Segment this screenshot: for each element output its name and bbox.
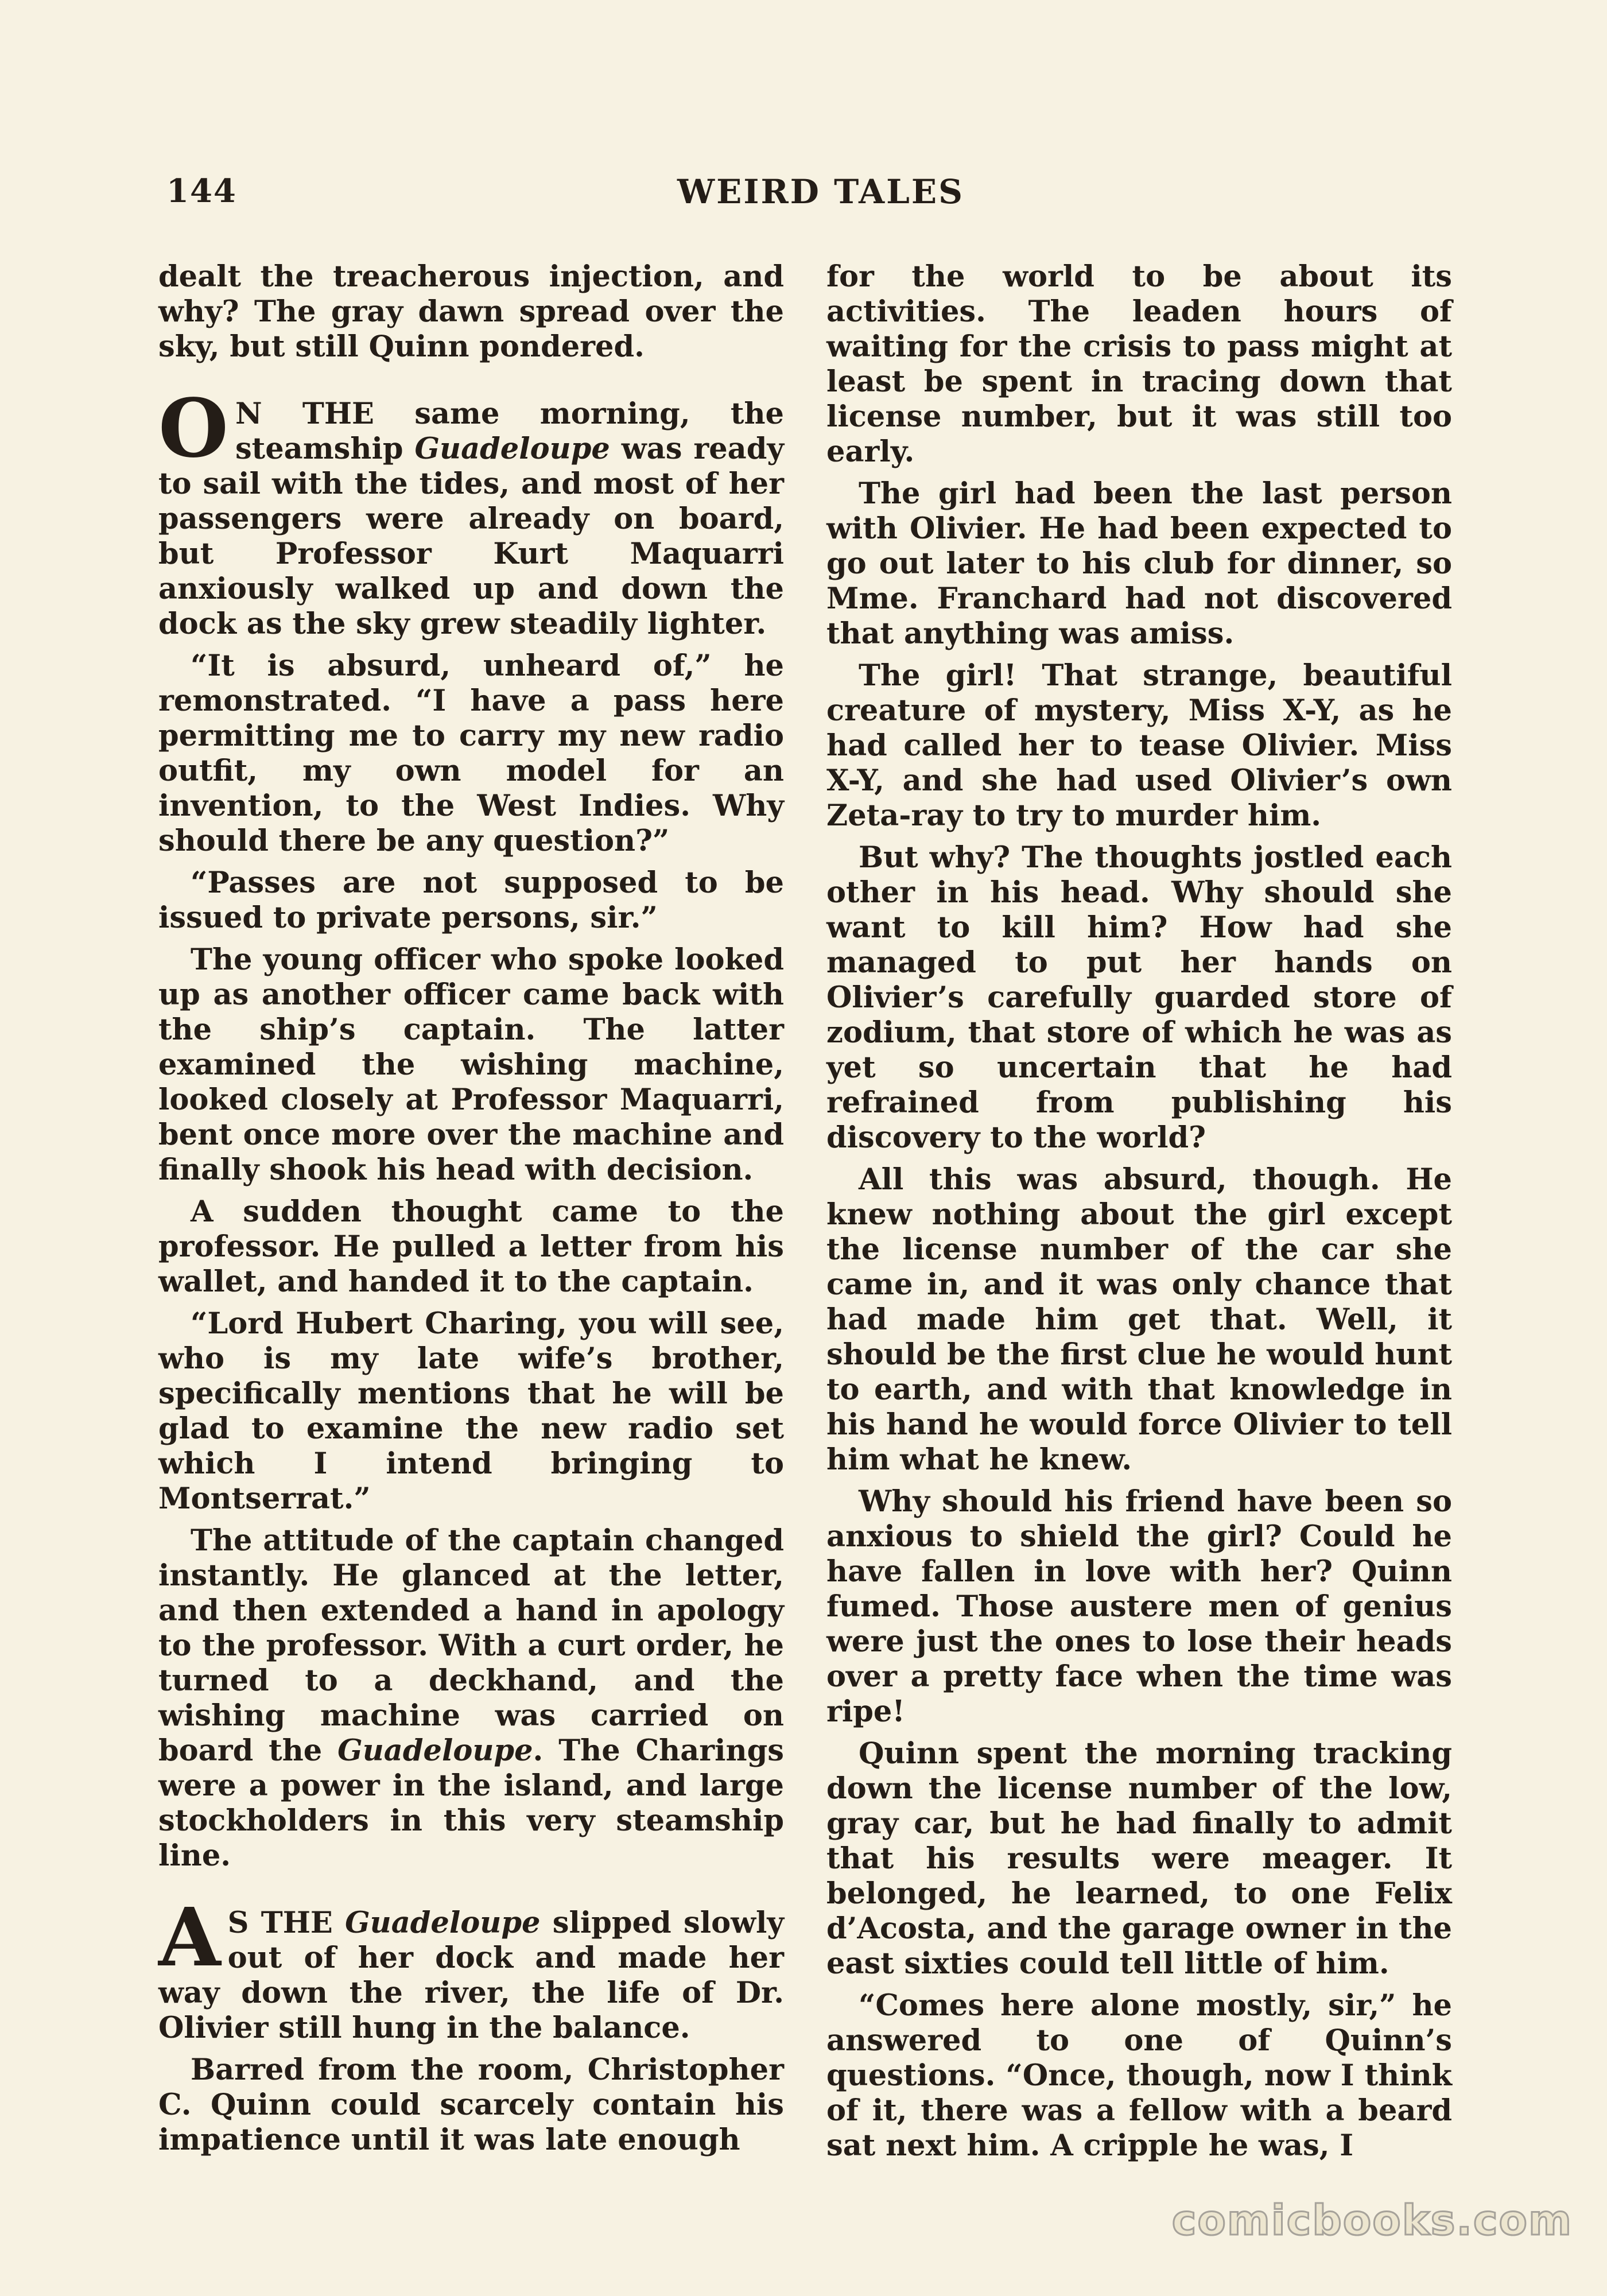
paragraph: A sudden thought came to the professor. He pulled a letter from his wallet, and handed it to the captain.: [158, 1194, 784, 1299]
site-watermark: comicbooks.com: [1171, 2196, 1573, 2244]
paragraph-text: . The Charings were a power in the island, and large stockholders in this very steamship line.: [158, 1733, 784, 1873]
page-header: [166, 172, 1475, 224]
paragraph: [158, 1523, 784, 1874]
section-paragraph: [158, 382, 785, 642]
paragraph: The young officer who spoke looked up as another officer came back with the ship’s captain. The latter examined the wishing machine, looked closely at Professor Maquarri, bent once more over the machine and finally shook his head with decision.: [158, 943, 784, 1187]
paragraph: “Comes here alone mostly, sir,” he answered to one of Quinn’s questions. “Once, though, now I think of it, there was a fellow with a beard sat next him. A cripple he was, I: [826, 1988, 1452, 2163]
paragraph: But why? The thoughts jostled each other in his head. Why should she want to kill him? How had she managed to put her hands on Olivier’s carefully guarded store of zodium, that store of which he was as yet so uncertain that he had refrained from publishing his discovery to the world?: [826, 840, 1452, 1155]
paragraph: “Lord Hubert Charing, you will see, who is my late wife’s brother, specifically mentions that he will be glad to examine the new radio set which I intend bringing to Montserrat.”: [158, 1306, 784, 1516]
ship-name: Guadeloupe: [337, 1733, 533, 1768]
ship-name: Guadeloupe: [414, 432, 610, 466]
paragraph-text: slipped slowly out of her dock and made her way down the river, the life of Dr. Olivier still hung in the balance.: [158, 1906, 784, 2045]
paragraph-text: S THE: [227, 1906, 346, 1940]
page-number: 144: [166, 172, 237, 210]
drop-cap: O: [158, 382, 228, 476]
right-column: [826, 259, 1452, 2170]
paragraph: The girl had been the last person with Olivier. He had been expected to go out later to his club for dinner, so Mme. Franchard had not discovered that anything was amiss.: [826, 476, 1452, 651]
paragraph-text: was ready to sail with the tides, and most of her passengers were already on board, but Professor Kurt Maquarri anxiously walked up and down the dock as the sky grew steadily lighter.: [158, 432, 785, 641]
paragraph: dealt the treacherous injection, and why? The gray dawn spread over the sky, but still Quinn pondered.: [158, 259, 784, 364]
paragraph: Why should his friend have been so anxious to shield the girl? Could he have fallen in love with her? Quinn fumed. Those austere men of genius were just the ones to lose their heads over a pretty face when the time was ripe!: [826, 1484, 1452, 1729]
paragraph-text: N THE same morning, the steamship: [235, 397, 784, 466]
paragraph: The girl! That strange, beautiful creature of mystery, Miss X-Y, as he had called her to tease Olivier. Miss X-Y, and she had used Olivier’s own Zeta-ray to try to murder him.: [826, 658, 1452, 833]
drop-cap: A: [158, 1891, 221, 1985]
paragraph: Barred from the room, Christopher C. Quinn could scarcely contain his impatience until it was late enough: [158, 2053, 784, 2157]
section-paragraph: [158, 1891, 784, 2046]
left-column: [158, 259, 784, 2165]
running-title: WEIRD TALES: [677, 172, 965, 211]
paragraph: “It is absurd, unheard of,” he remonstrated. “I have a pass here permitting me to carry my new radio outfit, my own model for an invention, to the West Indies. Why should there be any question?”: [158, 649, 784, 858]
paragraph: Quinn spent the morning tracking down the license number of the low, gray car, but he had finally to admit that his results were meager. It belonged, he learned, to one Felix d’Acosta, and the garage owner in the east sixties could tell little of him.: [826, 1736, 1452, 1981]
paragraph: All this was absurd, though. He knew nothing about the girl except the license number of the car she came in, and it was only chance that had made him get that. Well, it should be the first clue he would hunt to earth, and with that knowledge in his hand he would force Olivier to tell him what he knew.: [826, 1162, 1452, 1477]
paragraph-text: The attitude of the captain changed instantly. He glanced at the letter, and then extended a hand in apology to the professor. With a curt order, he turned to a deckhand, and the wishing machine was carried on board the: [158, 1523, 784, 1768]
ship-name: Guadeloupe: [345, 1906, 541, 1940]
paragraph: for the world to be about its activities. The leaden hours of waiting for the crisis to pass might at least be spent in tracing down that license number, but it was still too early.: [826, 259, 1452, 469]
paragraph: “Passes are not supposed to be issued to private persons, sir.”: [158, 866, 784, 935]
